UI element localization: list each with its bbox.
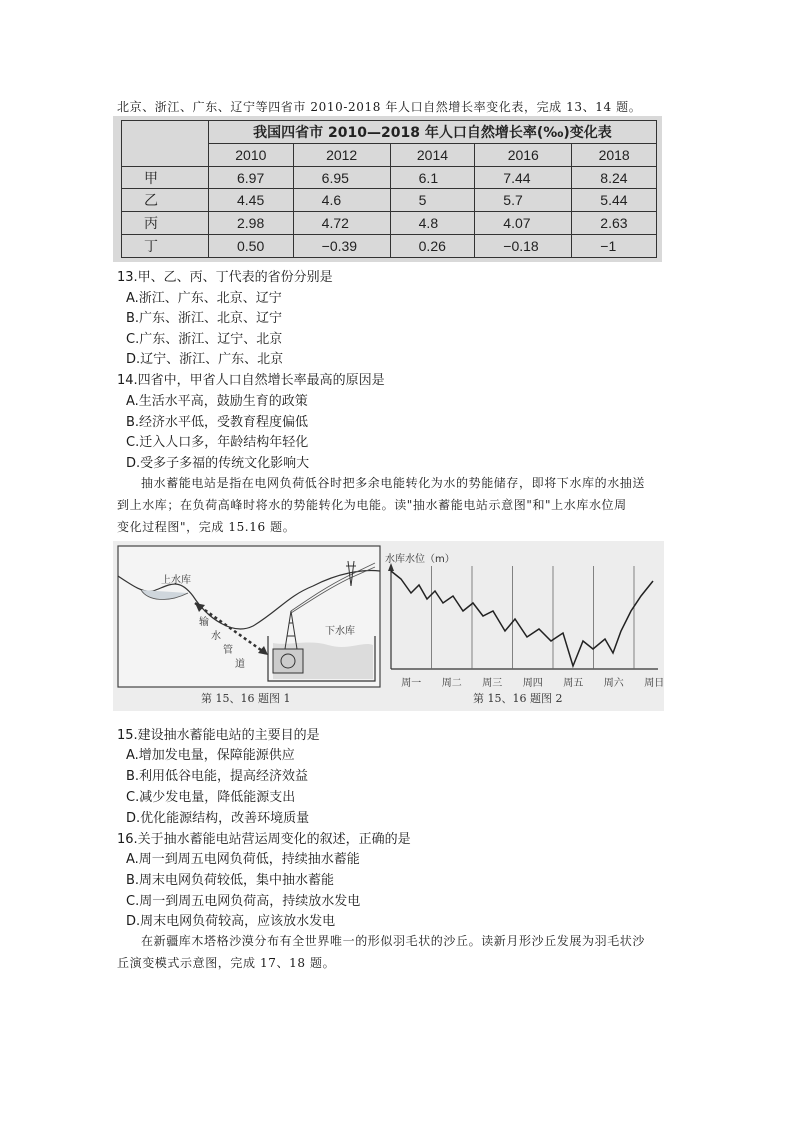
figure-photo xyxy=(113,541,664,711)
table-cell: 4.6 xyxy=(293,189,390,212)
water-level-curve xyxy=(391,571,653,666)
pipe-label-char: 水 xyxy=(211,631,221,642)
day-labels xyxy=(401,677,664,689)
row-label: 丁 xyxy=(122,235,209,258)
table-cell: 8.24 xyxy=(572,166,657,189)
q14-stem: 14.四省中，甲省人口自然增长率最高的原因是 xyxy=(117,373,385,388)
powerhouse xyxy=(273,649,303,673)
population-growth-table xyxy=(121,120,657,258)
q14-option-b[interactable]: B.经济水平低，受教育程度偏低 xyxy=(126,415,309,430)
table-cell: 4.07 xyxy=(475,212,572,235)
day-gridlines xyxy=(432,566,635,669)
q14-option-a[interactable]: A.生活水平高，鼓励生育的政策 xyxy=(126,394,308,409)
intro-15-16-line3: 变化过程图"，完成 15.16 题。 xyxy=(117,520,296,534)
table-cell: 0.26 xyxy=(390,235,475,258)
table-row xyxy=(122,212,657,235)
q14-option-d[interactable]: D.受多子多福的传统文化影响大 xyxy=(126,456,310,471)
figure1-caption: 第 15、16 题图 1 xyxy=(201,692,291,705)
table-title: 我国四省市 2010—2018 年人口自然增长率(‰)变化表 xyxy=(209,121,657,144)
table-cell: 2.63 xyxy=(572,212,657,235)
table-cell: 6.97 xyxy=(209,166,294,189)
q13-option-d[interactable]: D.辽宁、浙江、广东、北京 xyxy=(126,352,284,367)
table-cell: −0.18 xyxy=(475,235,572,258)
q16-option-b[interactable]: B.周末电网负荷较低，集中抽水蓄能 xyxy=(126,873,335,888)
table-cell: 4.72 xyxy=(293,212,390,235)
table-row xyxy=(122,189,657,212)
day-label: 周一 xyxy=(401,678,422,689)
day-label: 周六 xyxy=(603,678,624,689)
q15-stem: 15.建设抽水蓄能电站的主要目的是 xyxy=(117,728,320,743)
figure2-ylabel: 水库水位（m） xyxy=(385,554,455,565)
table-cell: −1 xyxy=(572,235,657,258)
table-cell: 5 xyxy=(390,189,475,212)
q15-option-b[interactable]: B.利用低谷电能，提高经济效益 xyxy=(126,769,309,784)
year-header: 2016 xyxy=(475,143,572,166)
q13-option-b[interactable]: B.广东、浙江、北京、辽宁 xyxy=(126,311,283,326)
table-cell: 5.44 xyxy=(572,189,657,212)
table-cell: 4.45 xyxy=(209,189,294,212)
q13-option-a[interactable]: A.浙江、广东、北京、辽宁 xyxy=(126,291,282,306)
figure2-caption: 第 15、16 题图 2 xyxy=(473,692,563,705)
table-cell: 7.44 xyxy=(475,166,572,189)
year-header: 2018 xyxy=(572,143,657,166)
year-header: 2012 xyxy=(293,143,390,166)
q15-option-c[interactable]: C.减少发电量，降低能源支出 xyxy=(126,790,296,805)
q16-option-a[interactable]: A.周一到周五电网负荷低，持续抽水蓄能 xyxy=(126,852,360,867)
table-cell: 5.7 xyxy=(475,189,572,212)
intro-15-16-line1: 抽水蓄能电站是指在电网负荷低谷时把多余电能转化为水的势能储存，即将下水库的水抽送 xyxy=(141,476,646,490)
intro-17-18-line2: 丘演变模式示意图，完成 17、18 题。 xyxy=(117,956,336,970)
table-row xyxy=(122,235,657,258)
year-header: 2014 xyxy=(390,143,475,166)
q15-option-a[interactable]: A.增加发电量，保障能源供应 xyxy=(126,748,295,763)
table-cell: 2.98 xyxy=(209,212,294,235)
table-cell: 0.50 xyxy=(209,235,294,258)
intro-17-18-line1: 在新疆库木塔格沙漠分布有全世界唯一的形似羽毛状的沙丘。读新月形沙丘发展为羽毛状沙 xyxy=(141,934,646,948)
day-label: 周三 xyxy=(482,678,503,689)
table-corner xyxy=(122,121,209,167)
day-label: 周五 xyxy=(563,678,584,689)
q16-option-c[interactable]: C.周一到周五电网负荷高，持续放水发电 xyxy=(126,894,361,909)
day-label: 周四 xyxy=(522,678,543,689)
row-label: 乙 xyxy=(122,189,209,212)
row-label: 甲 xyxy=(122,166,209,189)
table-cell: 4.8 xyxy=(390,212,475,235)
day-label: 周日 xyxy=(644,678,664,689)
pipe-label-char: 输 xyxy=(199,617,209,628)
table-row xyxy=(122,166,657,189)
row-label: 丙 xyxy=(122,212,209,235)
population-growth-table-photo xyxy=(113,116,662,262)
upper-reservoir-label: 上水库 xyxy=(161,575,191,586)
q13-stem: 13.甲、乙、丙、丁代表的省份分别是 xyxy=(117,270,333,285)
day-label: 周二 xyxy=(441,678,462,689)
lower-reservoir-label: 下水库 xyxy=(325,626,355,637)
intro-13-14: 北京、浙江、广东、辽宁等四省市 2010-2018 年人口自然增长率变化表，完成 13、14 题。 xyxy=(117,100,642,114)
q13-option-c[interactable]: C.广东、浙江、辽宁、北京 xyxy=(126,332,283,347)
table-cell: −0.39 xyxy=(293,235,390,258)
year-header: 2010 xyxy=(209,143,294,166)
table-cell: 6.1 xyxy=(390,166,475,189)
pipe-label-char: 道 xyxy=(235,659,245,670)
figure-svg xyxy=(113,541,664,711)
q16-stem: 16.关于抽水蓄能电站营运周变化的叙述，正确的是 xyxy=(117,832,411,847)
q14-option-c[interactable]: C.迁入人口多，年龄结构年轻化 xyxy=(126,435,309,450)
pipe-label-char: 管 xyxy=(223,645,233,656)
q15-option-d[interactable]: D.优化能源结构，改善环境质量 xyxy=(126,811,310,826)
table-cell: 6.95 xyxy=(293,166,390,189)
q16-option-d[interactable]: D.周末电网负荷较高，应该放水发电 xyxy=(126,914,336,929)
intro-15-16-line2: 到上水库；在负荷高峰时将水的势能转化为电能。读"抽水蓄能电站示意图"和"上水库水位周 xyxy=(117,498,627,512)
